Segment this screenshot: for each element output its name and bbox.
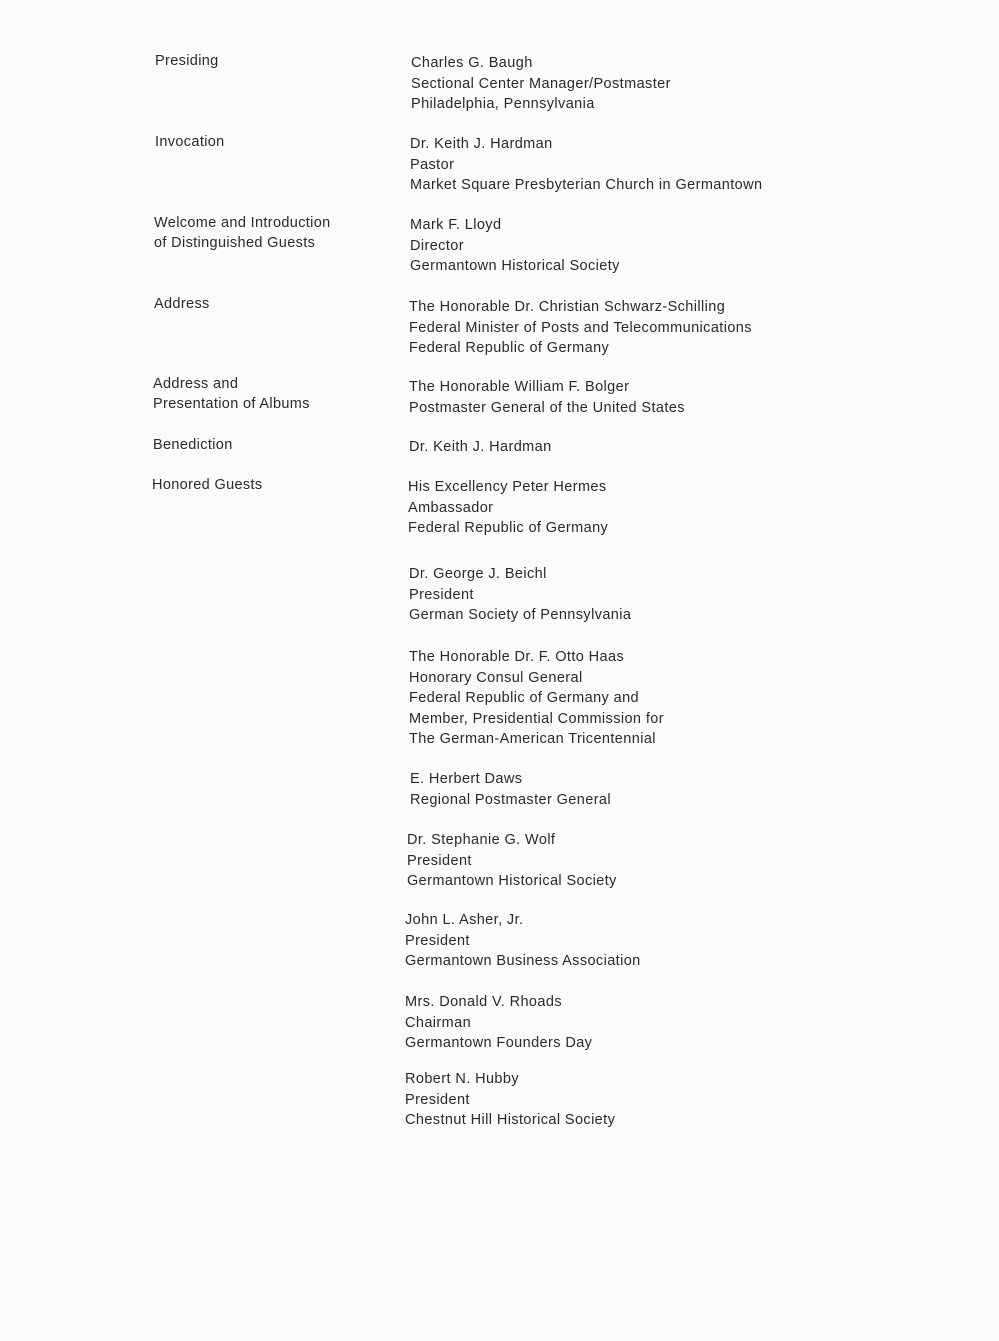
person-entry (405, 910, 641, 972)
person-affiliation: Member, Presidential Commission for (409, 710, 664, 727)
person-affiliation: Philadelphia, Pennsylvania (411, 96, 595, 112)
person-name: Dr. Keith J. Hardman (409, 439, 552, 455)
person-title: President (409, 586, 474, 603)
role-label-welcome (154, 213, 331, 253)
role-label-address-presentation (153, 374, 310, 414)
person-entry (410, 769, 611, 810)
person-name: The Honorable William F. Bolger (409, 379, 630, 395)
person-entry (409, 377, 685, 418)
role-label-invocation (155, 132, 225, 152)
person-title: Sectional Center Manager/Postmaster (411, 75, 671, 92)
person-title: President (407, 852, 472, 869)
person-name: Charles G. Baugh (411, 55, 533, 71)
role-label-line: Invocation (155, 134, 225, 150)
person-name: Dr. Keith J. Hardman (410, 136, 553, 152)
person-name: John L. Asher, Jr. (405, 912, 524, 928)
person-title: President (405, 932, 470, 949)
role-label-honored-guests (152, 475, 263, 495)
person-name: Mrs. Donald V. Rhoads (405, 994, 562, 1010)
person-name: Dr. Stephanie G. Wolf (407, 832, 556, 848)
person-affiliation: Germantown Business Association (405, 953, 641, 969)
person-title: Chairman (405, 1014, 472, 1031)
person-entry (409, 437, 552, 458)
role-label-address (154, 294, 210, 314)
person-title: Director (410, 237, 464, 254)
role-label-line: Address (154, 296, 210, 312)
role-label-line: Address and (153, 376, 239, 392)
person-affiliation: Federal Republic of Germany (409, 340, 610, 356)
role-label-line: Presentation of Albums (153, 396, 310, 412)
person-entry (409, 564, 631, 626)
person-title: Federal Minister of Posts and Telecommunications (409, 319, 752, 336)
person-entry (409, 297, 752, 359)
person-entry (410, 134, 762, 196)
role-label-line: of Distinguished Guests (154, 235, 316, 251)
person-affiliation: Germantown Founders Day (405, 1035, 593, 1051)
person-title: Pastor (410, 156, 455, 173)
role-label-benediction (153, 435, 233, 455)
person-affiliation: Germantown Historical Society (410, 258, 620, 274)
role-label-line: Honored Guests (152, 477, 263, 493)
person-name: Robert N. Hubby (405, 1071, 519, 1087)
person-entry (405, 992, 592, 1054)
person-entry (410, 215, 620, 277)
role-label-line: Welcome and Introduction (154, 215, 331, 231)
person-affiliation: Market Square Presbyterian Church in Germantown (410, 177, 763, 193)
person-title: President (405, 1091, 470, 1108)
person-title: Ambassador (408, 499, 494, 516)
person-name: The Honorable Dr. Christian Schwarz-Schilling (409, 299, 726, 315)
person-affiliation: Federal Republic of Germany and (409, 690, 640, 706)
person-entry (408, 477, 608, 539)
person-affiliation: Federal Republic of Germany (408, 520, 609, 536)
person-title: Honorary Consul General (409, 669, 583, 686)
person-title: Postmaster General of the United States (409, 399, 685, 416)
person-entry (409, 647, 664, 750)
person-name: The Honorable Dr. F. Otto Haas (409, 649, 625, 665)
person-affiliation: The German-American Tricentennial (409, 731, 656, 747)
person-affiliation: German Society of Pennsylvania (409, 607, 632, 623)
person-title: Regional Postmaster General (410, 791, 612, 808)
person-name: Dr. George J. Beichl (409, 566, 547, 582)
role-label-line: Presiding (155, 53, 219, 69)
person-entry (411, 53, 671, 115)
person-affiliation: Chestnut Hill Historical Society (405, 1112, 616, 1128)
person-entry (405, 1069, 615, 1131)
person-name: Mark F. Lloyd (410, 217, 502, 233)
person-name: His Excellency Peter Hermes (408, 479, 607, 495)
person-entry (407, 830, 617, 892)
role-label-presiding (155, 51, 219, 71)
role-label-line: Benediction (153, 437, 233, 453)
person-name: E. Herbert Daws (410, 771, 523, 787)
person-affiliation: Germantown Historical Society (407, 873, 617, 889)
